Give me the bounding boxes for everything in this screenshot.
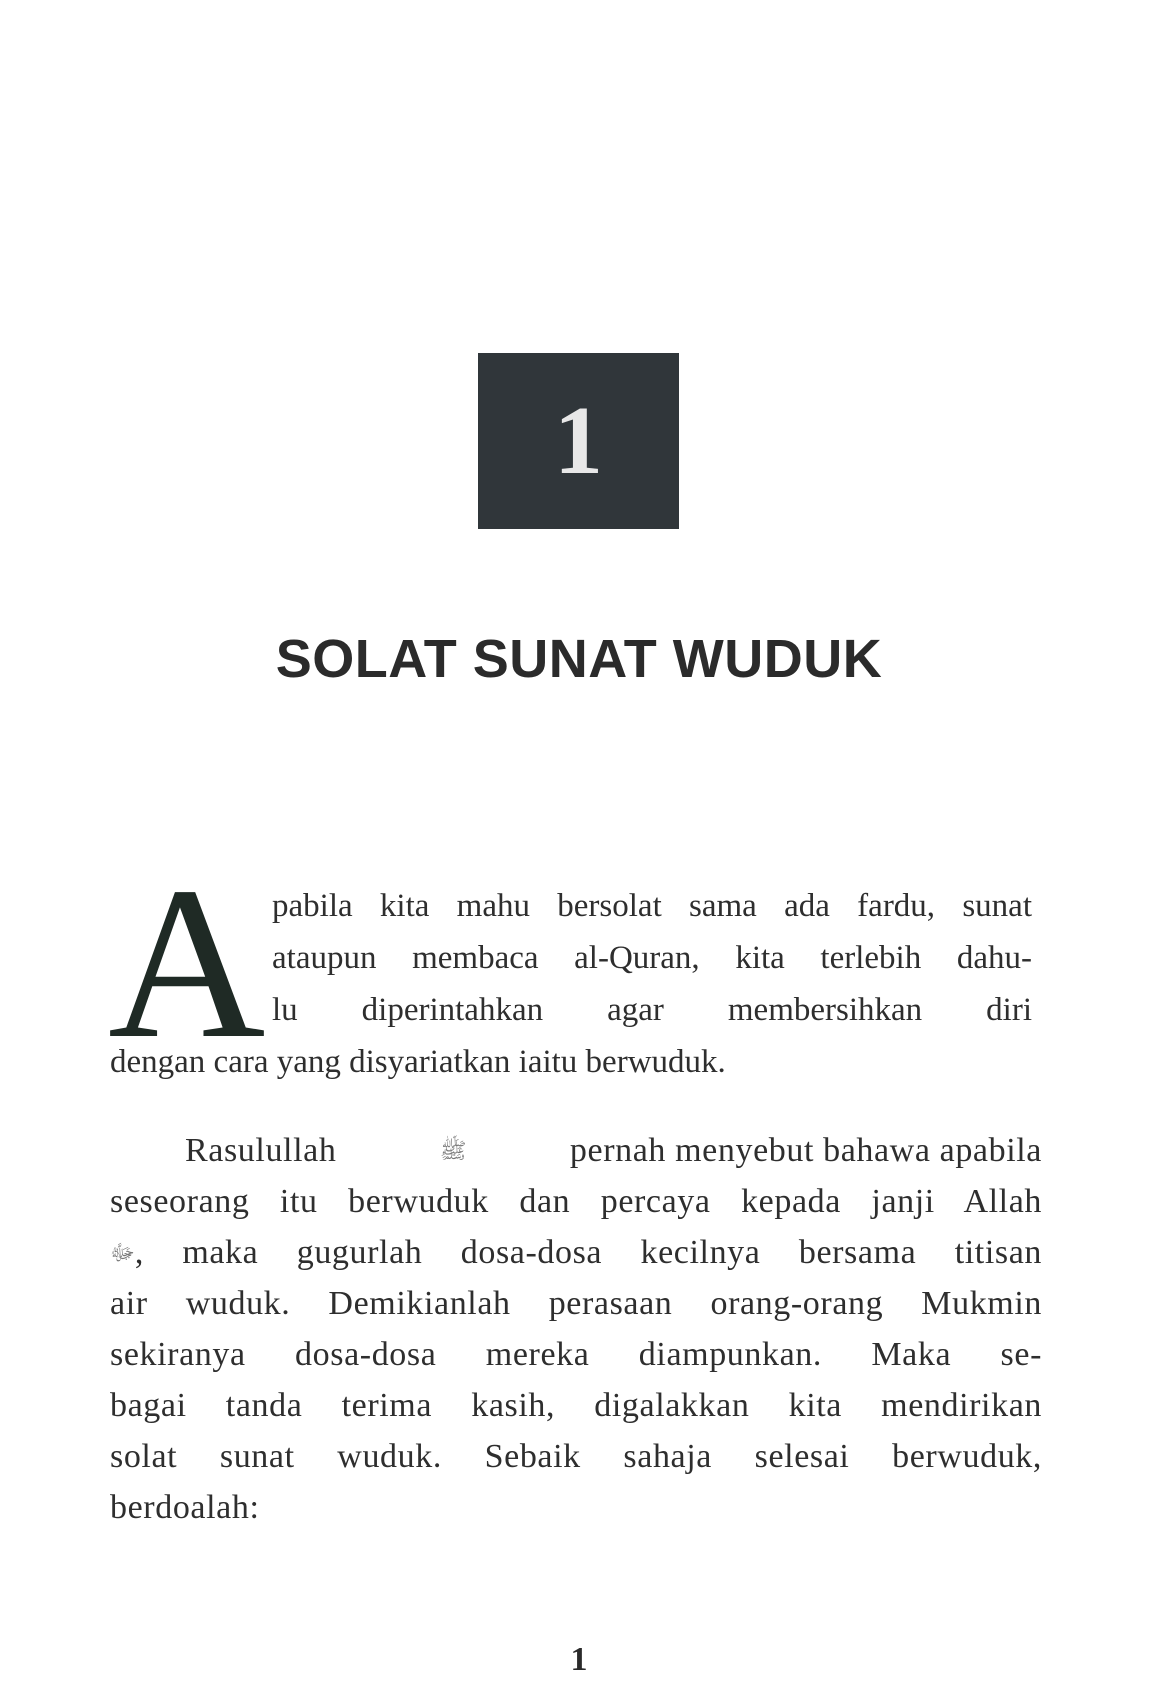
paragraph-1-line-2: ataupun membaca al-Quran, kita terlebih dahu- [272,940,1032,976]
paragraph-1-line-1: pabila kita mahu bersolat sama ada fardu, sunat [272,888,1032,924]
chapter-number: 1 [554,387,603,495]
honorific-glyph: ﷺ [439,1138,467,1163]
rasulullah-word: Rasulullah [185,1132,337,1169]
paragraph-1-line-3: lu diperintahkan agar membersihkan diri [272,992,1032,1028]
paragraph-2-line-4: air wuduk. Demikianlah perasaan orang-orang Mukmin [110,1285,1042,1322]
page-number: 1 [570,1641,588,1678]
paragraph-2-line-6: bagai tanda terima kasih, digalakkan kita mendirikan [110,1387,1042,1424]
paragraph-2-line-5: sekiranya dosa-dosa mereka diampunkan. Maka se- [110,1336,1042,1373]
paragraph-1-line-4: dengan cara yang disyariatkan iaitu berwuduk. [110,1044,726,1080]
paragraph-2-line-2: seseorang itu berwuduk dan percaya kepada janji Allah [110,1183,1042,1220]
paragraph-1-indented [272,880,1032,1036]
paragraph-2-line-1-rest: pernah menyebut bahawa apabila [569,1132,1042,1169]
paragraph-2 [110,1125,1042,1533]
paragraph-2-line-1 [110,1125,1042,1176]
chapter-title: SOLAT SUNAT WUDUK [275,629,883,689]
paragraph-2-line-3-text: , maka gugurlah dosa-dosa kecilnya bersama titisan [134,1234,1042,1271]
chapter-number-box [478,353,679,529]
paragraph-2-line-3 [110,1227,1042,1278]
drop-cap-letter: A [108,843,266,1084]
paragraph-1-full-width [110,1036,1040,1088]
allah-honorific-glyph: ﷻ [110,1240,135,1265]
paragraph-2-line-8: berdoalah: [110,1489,260,1526]
paragraph-2-line-7: solat sunat wuduk. Sebaik sahaja selesai berwuduk, [110,1438,1042,1475]
